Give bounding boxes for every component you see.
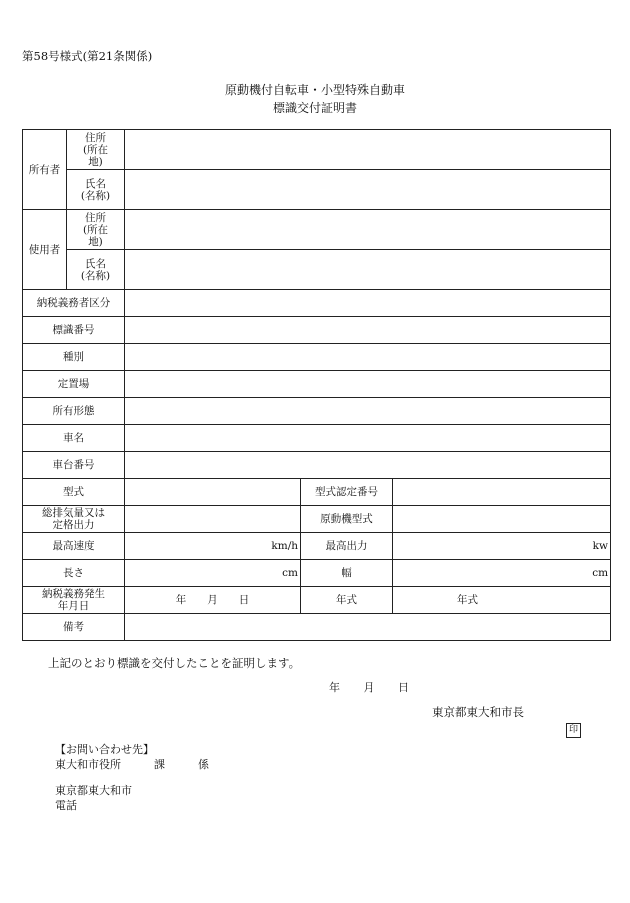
remarks-field[interactable]: [125, 614, 611, 641]
document-subtitle: 標識交付証明書: [272, 101, 357, 115]
address-label-line3: 地): [88, 235, 103, 248]
certificate-table: [22, 129, 611, 641]
ownership-form-row: [23, 398, 611, 425]
model-label: 型式: [23, 479, 125, 506]
ownership-form-label: 所有形態: [23, 398, 125, 425]
address-label-line1: 住所: [85, 211, 106, 224]
certification-text: 上記のとおり標識を交付したことを証明します。: [48, 656, 301, 670]
length-unit: cm: [282, 567, 298, 579]
tax-date-label-line1: 納税義務発生: [42, 588, 105, 600]
model-year-label: 年式: [301, 587, 393, 614]
name-label-line2: (名称): [80, 269, 111, 282]
max-output-unit: kw: [592, 540, 609, 552]
document-title: 原動機付自転車・小型特殊自動車: [224, 83, 405, 97]
speed-output-row: [23, 533, 611, 560]
storage-place-label: 定置場: [23, 371, 125, 398]
max-speed-label: 最高速度: [23, 533, 125, 560]
contact-office: 東大和市役所 課 係: [55, 758, 209, 771]
width-field[interactable]: [393, 560, 611, 587]
max-speed-unit: km/h: [271, 540, 298, 552]
ownership-form-field[interactable]: [125, 398, 611, 425]
owner-address-label: [67, 130, 125, 170]
address-label-line1: 住所: [85, 131, 106, 144]
dimensions-row: [23, 560, 611, 587]
user-address-field[interactable]: [125, 210, 611, 250]
vehicle-name-row: [23, 425, 611, 452]
contact-address: 東京都東大和市: [55, 784, 132, 797]
engine-model-label: 原動機型式: [301, 506, 393, 533]
length-field[interactable]: [125, 560, 301, 587]
owner-address-row: [23, 130, 611, 170]
chassis-number-field[interactable]: [125, 452, 611, 479]
chassis-number-label: 車台番号: [23, 452, 125, 479]
remarks-row: [23, 614, 611, 641]
tax-date-row: [23, 587, 611, 614]
max-speed-field[interactable]: [125, 533, 301, 560]
user-address-row: [23, 210, 611, 250]
name-label-line2: (名称): [80, 189, 111, 202]
displacement-row: [23, 506, 611, 533]
length-label: 長さ: [23, 560, 125, 587]
tax-date-field[interactable]: [125, 587, 301, 614]
model-cert-number-label: 型式認定番号: [301, 479, 393, 506]
tax-date-label: [23, 587, 125, 614]
taxpayer-class-field[interactable]: [125, 290, 611, 317]
contact-heading: 【お問い合わせ先】: [55, 743, 154, 756]
address-label-line2: (所在: [82, 223, 109, 236]
name-label-line1: 氏名: [85, 177, 106, 190]
user-address-label: [67, 210, 125, 250]
vehicle-name-label: 車名: [23, 425, 125, 452]
plate-number-row: [23, 317, 611, 344]
storage-place-field[interactable]: [125, 371, 611, 398]
engine-model-field[interactable]: [393, 506, 611, 533]
user-name-field[interactable]: [125, 250, 611, 290]
type-class-label: 種別: [23, 344, 125, 371]
tax-date-value: 年 月 日: [175, 594, 250, 606]
user-name-row: [23, 250, 611, 290]
issue-date: 年 月 日: [329, 681, 409, 694]
type-class-row: [23, 344, 611, 371]
model-cert-number-field[interactable]: [393, 479, 611, 506]
taxpayer-class-label: 納税義務者区分: [23, 290, 125, 317]
model-field[interactable]: [125, 479, 301, 506]
plate-number-field[interactable]: [125, 317, 611, 344]
form-number: 第58号様式(第21条関係): [22, 49, 153, 63]
width-unit: cm: [592, 567, 609, 579]
model-year-value: 年式: [457, 594, 478, 606]
displacement-label-line1: 総排気量又は: [42, 507, 105, 519]
tax-date-label-line2: 年月日: [57, 600, 90, 612]
model-row: [23, 479, 611, 506]
user-label: 使用者: [23, 210, 67, 290]
plate-number-label: 標識番号: [23, 317, 125, 344]
max-output-label: 最高出力: [301, 533, 393, 560]
type-class-field[interactable]: [125, 344, 611, 371]
name-label-line1: 氏名: [85, 257, 106, 270]
displacement-label-line2: 定格出力: [52, 519, 95, 531]
owner-label: 所有者: [23, 130, 67, 210]
owner-name-row: [23, 170, 611, 210]
displacement-field[interactable]: [125, 506, 301, 533]
issuer: 東京都東大和市長: [432, 705, 524, 719]
displacement-label: [23, 506, 125, 533]
owner-name-field[interactable]: [125, 170, 611, 210]
storage-place-row: [23, 371, 611, 398]
max-output-field[interactable]: [393, 533, 611, 560]
remarks-label: 備考: [23, 614, 125, 641]
chassis-number-row: [23, 452, 611, 479]
vehicle-name-field[interactable]: [125, 425, 611, 452]
contact-phone: 電話: [55, 799, 77, 812]
owner-name-label: [67, 170, 125, 210]
width-label: 幅: [301, 560, 393, 587]
address-label-line3: 地): [88, 155, 103, 168]
seal-mark: 印: [566, 723, 581, 738]
model-year-field[interactable]: [393, 587, 611, 614]
taxpayer-class-row: [23, 290, 611, 317]
owner-address-field[interactable]: [125, 130, 611, 170]
address-label-line2: (所在: [82, 143, 109, 156]
user-name-label: [67, 250, 125, 290]
